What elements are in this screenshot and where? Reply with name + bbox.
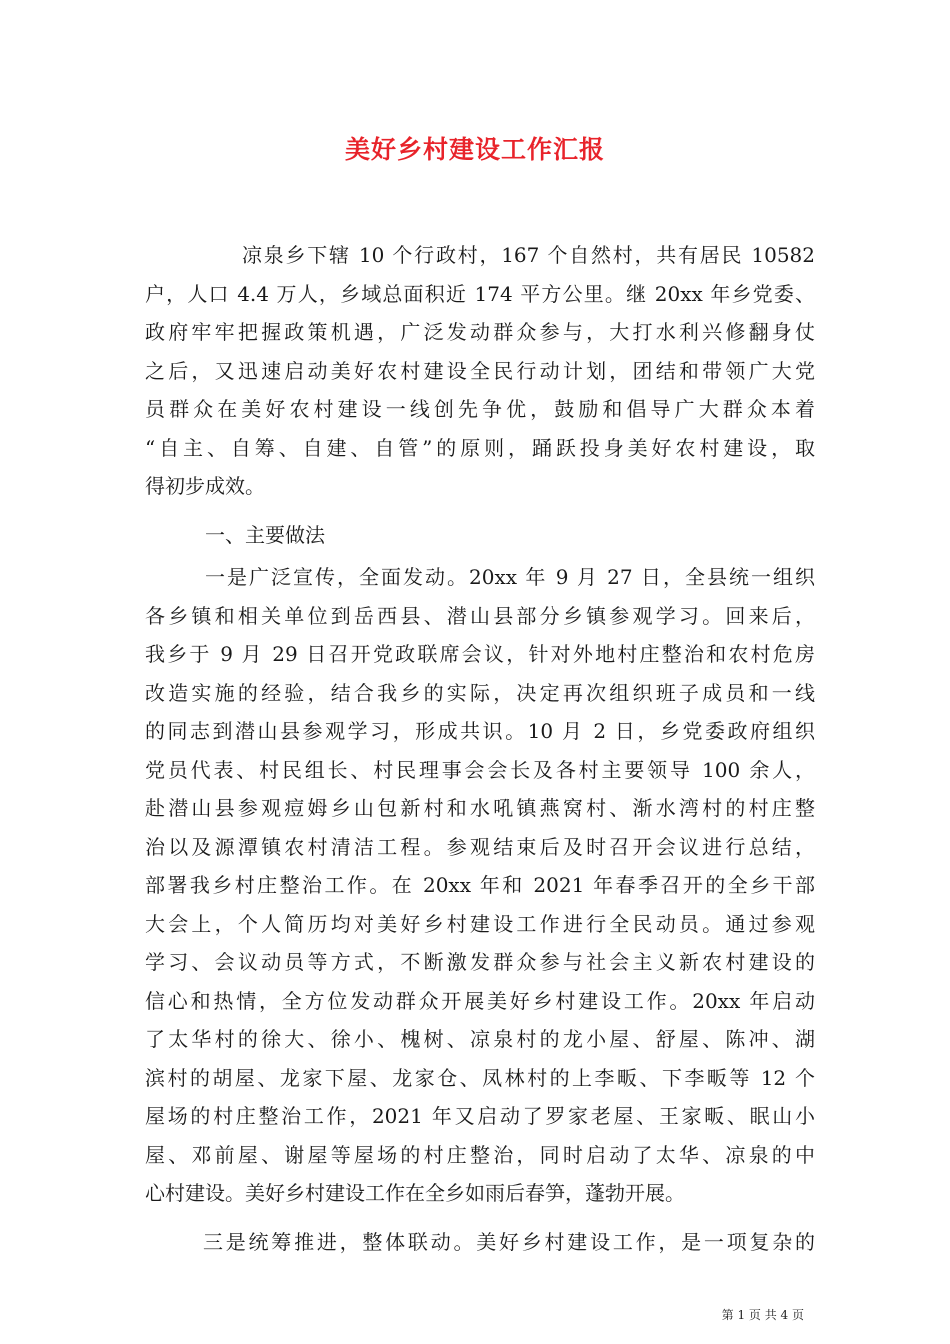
paragraph-line: 凉泉乡下辖 10 个行政村，167 个自然村，共有居民 10582: [242, 243, 815, 267]
paragraph-line: “自主、自筹、自建、自管”的原则，踊跃投身美好农村建设，取: [145, 435, 815, 460]
paragraph-line: 部署我乡村庄整治工作。在 20xx 年和 2021 年春季召开的全乡干部: [145, 873, 815, 897]
paragraph-line: 户，人口 4.4 万人，乡域总面积近 174 平方公里。继 20xx 年乡党委、: [145, 281, 815, 306]
paragraph-line: 赴潜山县参观痘姆乡山包新村和水吼镇燕窝村、渐水湾村的村庄整: [145, 796, 815, 820]
paragraph-line: 一是广泛宣传，全面发动。20xx 年 9 月 27 日，全县统一组织: [205, 565, 815, 589]
section-heading: 一、主要做法: [205, 522, 325, 547]
paragraph-line: 得初步成效。: [145, 474, 265, 498]
paragraph-line: 治以及源潭镇农村清洁工程。参观结束后及时召开会议进行总结，: [145, 834, 815, 859]
paragraph-line: 三是统筹推进，整体联动。美好乡村建设工作，是一项复杂的: [203, 1229, 815, 1254]
paragraph-line: 员群众在美好农村建设一线创先争优，鼓励和倡导广大群众本着: [145, 397, 815, 421]
paragraph-line: 学习、会议动员等方式，不断激发群众参与社会主义新农村建设的: [145, 950, 815, 974]
paragraph-line: 改造实施的经验，结合我乡的实际，决定再次组织班子成员和一线: [145, 680, 815, 705]
paragraph-line: 大会上，个人简历均对美好乡村建设工作进行全民动员。通过参观: [145, 911, 815, 936]
paragraph-line: 信心和热情，全方位发动群众开展美好乡村建设工作。20xx 年启动: [145, 988, 815, 1013]
paragraph-line: 了太华村的徐大、徐小、槐树、凉泉村的龙小屋、舒屋、陈冲、湖: [145, 1027, 815, 1051]
paragraph-line: 心村建设。美好乡村建设工作在全乡如雨后春笋，蓬勃开展。: [145, 1181, 685, 1205]
paragraph-line: 滨村的胡屋、龙家下屋、龙家仓、凤林村的上李畈、下李畈等 12 个: [145, 1065, 815, 1090]
paragraph-line: 各乡镇和相关单位到岳西县、潜山县部分乡镇参观学习。回来后，: [145, 603, 815, 628]
paragraph-line: 屋场的村庄整治工作，2021 年又启动了罗家老屋、王家畈、眠山小: [145, 1104, 815, 1128]
paragraph-line: 之后，又迅速启动美好农村建设全民行动计划，团结和带领广大党: [145, 358, 815, 383]
paragraph-line: 我乡于 9 月 29 日召开党政联席会议，针对外地村庄整治和农村危房: [145, 642, 815, 666]
page-indicator: 第 1 页 共 4 页: [721, 1308, 804, 1322]
paragraph-line: 的同志到潜山县参观学习，形成共识。10 月 2 日，乡党委政府组织: [145, 719, 815, 743]
body-text: [145, 236, 815, 1261]
page-title: 美好乡村建设工作汇报: [344, 135, 605, 164]
paragraph-line: 政府牢牢把握政策机遇，广泛发动群众参与，大打水利兴修翻身仗: [145, 320, 815, 344]
paragraph-line: 屋、邓前屋、谢屋等屋场的村庄整治，同时启动了太华、凉泉的中: [145, 1142, 815, 1167]
paragraph-line: 党员代表、村民组长、村民理事会会长及各村主要领导 100 余人，: [145, 757, 815, 782]
